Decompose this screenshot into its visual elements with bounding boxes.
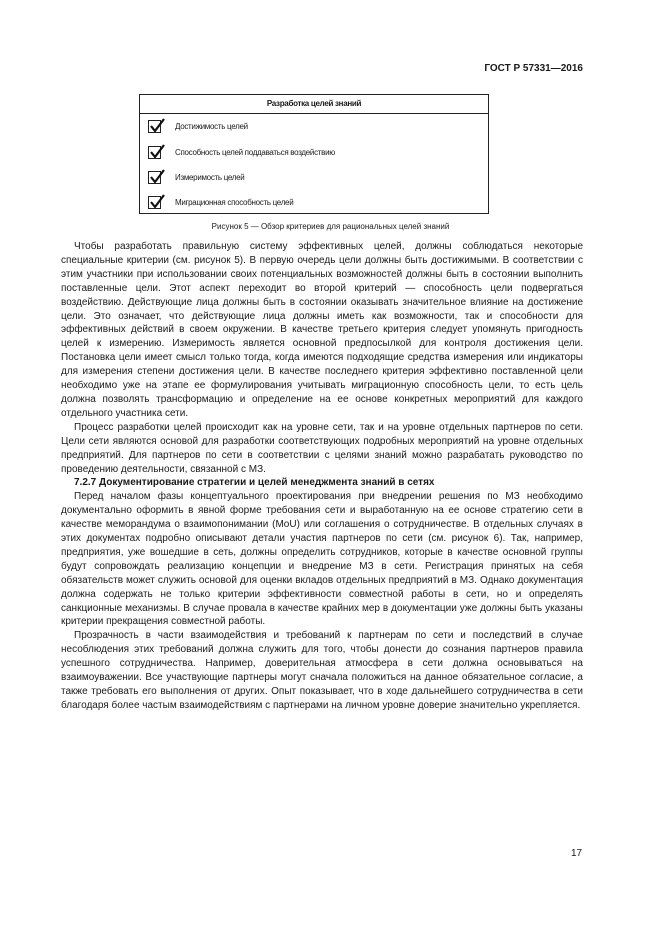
section-heading: 7.2.7 Документирование стратегии и целей менеджмента знаний в сетях (74, 477, 435, 489)
criterion-label: Достижимость целей (175, 121, 248, 131)
paragraph: Прозрачность в части взаимодействия и требований к партнерам по сети и последствий в случае несоблюдения этих требований должна служить для того, чтобы донести до сознания партнеров правила успешного сотрудничества. Например, доверительная атмосфера в сети должна основываться на взаимоуважении. Все участвующие партнеры могут сначала положиться на данное обязательное согласие, а также требовать его выполнения от других. Опыт показывает, что в ходе дальнейшего сотрудничества в сети благодаря более частым взаимодействиям с партнерами на личном уровне доверие значительно укрепляется. (61, 630, 583, 711)
paragraph: Перед началом фазы концептуального проектирования при внедрении решения по МЗ необходимо документально оформить в явной форме требования сети и выработанную на ее основе стратегию сети в качестве меморандума о взаимопонимании (MoU) или соглашения о сотрудничестве. В отдельных случаях в этих документах подробно описывают детали участия партнеров по сети (см. рисунок 6). Так, например, предприятия, уже вошедшие в сеть, должны определить сотрудников, которые в качестве основной группы будут сопровождать реализацию концепции и внедрение МЗ в сети. Регистрация принятых на себя обязательств может служить основой для оценки вкладов отдельных предприятий в МЗ. Однако документация должна содержать не только критерии эффективности совместной работы в сети, но и определять санкционные механизмы. В случае провала в качестве крайних мер в документации уже должны быть указаны критерии прекращения совместной работы. (61, 491, 583, 628)
criterion-row (148, 118, 248, 134)
criteria-figure (139, 94, 489, 214)
figure-caption: Рисунок 5 — Обзор критериев для рациональных целей знаний (211, 222, 450, 231)
body-text (61, 240, 583, 713)
paragraph: Процесс разработки целей происходит как на уровне сети, так и на уровне отдельных партнеров по сети. Цели сети являются основой для разработки соответствующих подробных мероприятий на уровне отдельных предприятий. Для партнеров по сети в соответствии с целями знаний можно разрабатать руководство по проведению деятельности, связанной с МЗ. (61, 421, 583, 475)
criterion-label: Миграционная способность целей (175, 197, 294, 207)
standard-number: ГОСТ Р 57331—2016 (484, 63, 583, 74)
criterion-row (148, 194, 293, 210)
figure-title: Разработка целей знаний (140, 95, 488, 114)
page-number: 17 (571, 848, 583, 859)
criterion-row (148, 169, 244, 185)
checkbox-checked-icon (148, 196, 161, 209)
criterion-label: Измеримость целей (175, 172, 245, 182)
checkbox-checked-icon (148, 146, 161, 159)
criterion-label: Способность целей поддаваться воздействию (175, 147, 335, 157)
paragraph: Чтобы разработать правильную систему эффективных целей, должны соблюдаться некоторые специальные критерии (см. рисунок 5). В первую очередь цели должны быть достижимыми. В соответствии с этим участники при использовании своих потенциальных возможностей должны быть в состоянии выполнить поставленные цели. Этот аспект переходит во второй критерий — способность цели подвергаться воздействию. Действующие лица должны быть в состоянии оказывать значительное влияние на достижение цели. Это означает, что действующие лица должны иметь как возможности, так и способности для эффективных действий в своем окружении. В качестве третьего критерия следует упомянуть пригодность целей к измерению. Измеримость является основной предпосылкой для контроля достижения цели. Постановка цели имеет смысл только тогда, когда имеются подходящие средства измерения или индикаторы для измерения степени достижения цели. В качестве последнего критерия эффективно поставленной цели необходимо уже на этапе ее формулирования учитывать миграционную способность цели, то есть цель должна позволять трансформацию и определение на ее основе конкретных мероприятий для каждого отдельного участника сети. (61, 241, 583, 419)
criterion-row (148, 144, 335, 160)
checkbox-checked-icon (148, 120, 161, 133)
checkbox-checked-icon (148, 171, 161, 184)
